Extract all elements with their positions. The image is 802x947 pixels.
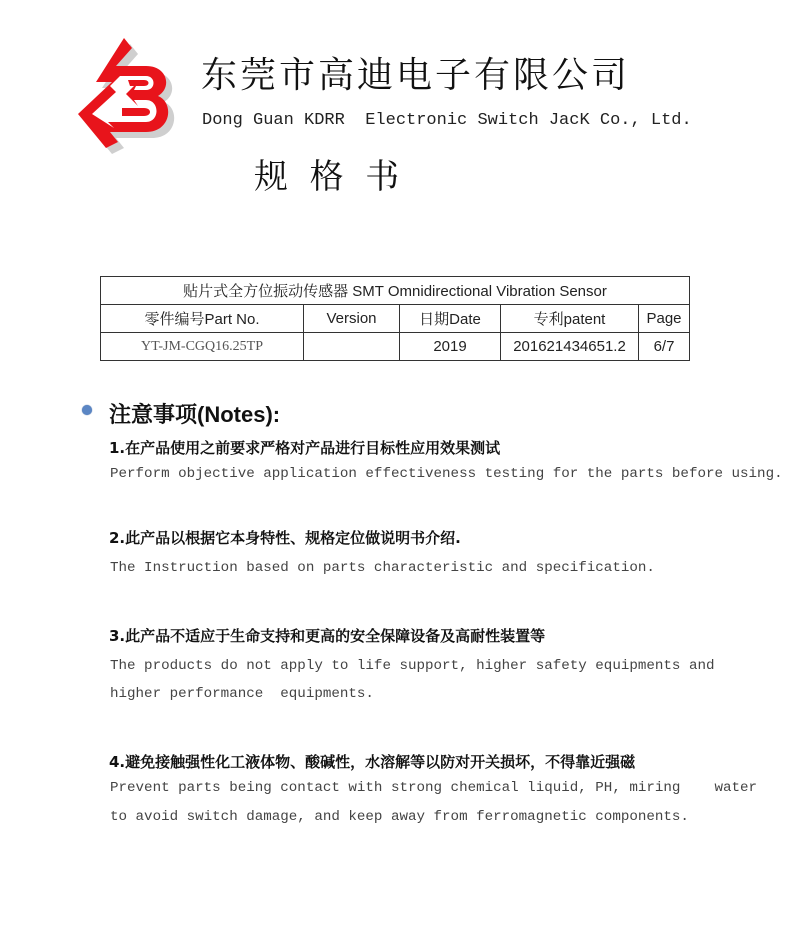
cell-patent: 201621434651.2 — [501, 333, 639, 361]
note-3-cn: 3.此产品不适应于生命支持和更高的安全保障设备及高耐性装置等 — [109, 627, 546, 645]
company-logo — [76, 36, 188, 154]
cell-version — [304, 333, 400, 361]
header-page: Page — [639, 305, 690, 333]
table-header-row — [101, 305, 690, 333]
cell-date: 2019 — [400, 333, 501, 361]
header-date: 日期Date — [400, 305, 501, 333]
spec-table — [100, 276, 690, 361]
document-title: 规 格 书 — [254, 157, 400, 197]
bullet-icon — [82, 405, 92, 415]
note-1-cn: 1.在产品使用之前要求严格对产品进行目标性应用效果测试 — [109, 439, 501, 457]
note-1-en: Perform objective application effectiveness testing for the parts before using. — [110, 466, 783, 482]
company-name-cn: 东莞市高迪电子有限公司 — [201, 55, 631, 96]
note-4-en-line-1: Prevent parts being contact with strong chemical liquid, PH, miring water — [110, 780, 758, 796]
notes-heading: 注意事项(Notes): — [109, 402, 281, 427]
header-patent: 专利patent — [501, 305, 639, 333]
note-3-en-line-1: The products do not apply to life support, higher safety equipments and — [110, 658, 715, 674]
note-4-en-line-2: to avoid switch damage, and keep away from ferromagnetic components. — [110, 809, 689, 825]
note-4-cn: 4.避免接触强性化工液体物、酸碱性，水溶解等以防对开关损坏，不得靠近强磁 — [109, 753, 636, 771]
table-title-row — [101, 277, 690, 305]
company-name-en: Dong Guan KDRR Electronic Switch JacK Co., Ltd. — [202, 111, 692, 130]
cell-page: 6/7 — [639, 333, 690, 361]
kdrr-logo-icon — [76, 36, 188, 154]
note-2-cn: 2.此产品以根据它本身特性、规格定位做说明书介绍. — [109, 529, 461, 547]
header-part-no: 零件编号Part No. — [101, 305, 304, 333]
product-title-cell: 贴片式全方位振动传感器 SMT Omnidirectional Vibration Sensor — [101, 277, 690, 305]
note-2-en: The Instruction based on parts characteristic and specification. — [110, 560, 655, 576]
header-version: Version — [304, 305, 400, 333]
table-row — [101, 333, 690, 361]
note-3-en-line-2: higher performance equipments. — [110, 686, 374, 702]
cell-part-no: YT-JM-CGQ16.25TP — [101, 333, 304, 361]
